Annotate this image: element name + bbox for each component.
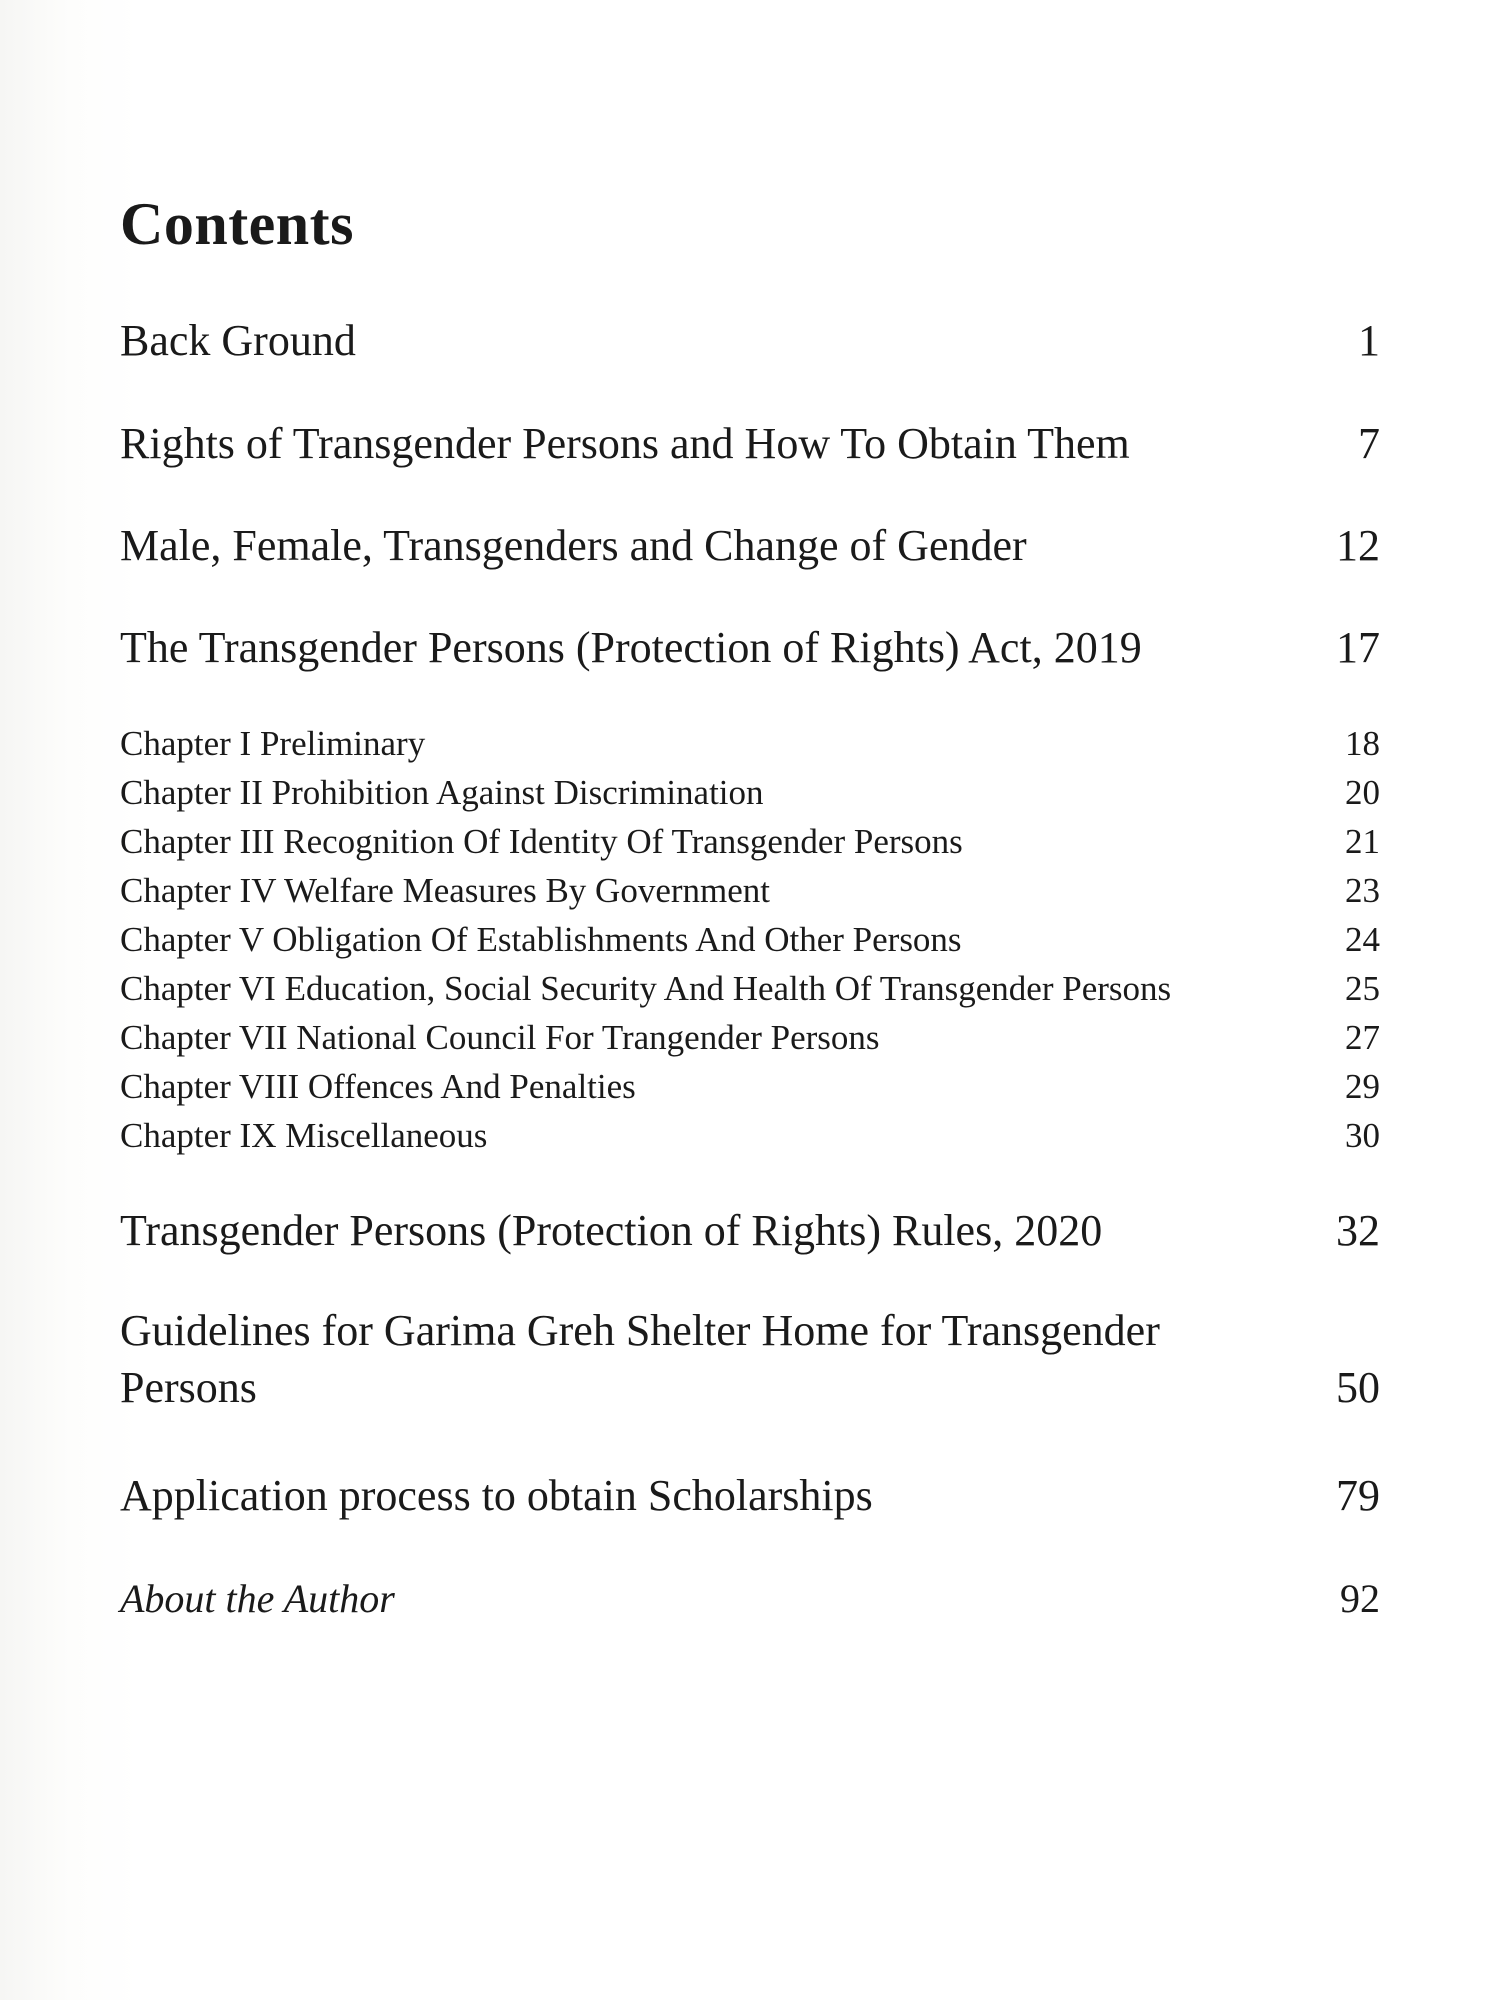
chapter-entry[interactable] [120,1116,1380,1156]
toc-entry-label: Application process to obtain Scholarships [120,1471,873,1520]
chapter-label: Chapter VIII Offences And Penalties [120,1067,636,1106]
toc-entry[interactable] [120,315,1380,366]
toc-entry-label: The Transgender Persons (Protection of Rights) Act, 2019 [120,623,1142,672]
chapter-page: 21 [1345,822,1380,861]
chapter-label: Chapter IV Welfare Measures By Government [120,871,770,910]
toc-entry-label: Male, Female, Transgenders and Change of Gender [120,521,1027,570]
chapter-page: 30 [1345,1116,1380,1155]
chapter-label: Chapter V Obligation Of Establishments And Other Persons [120,920,962,959]
toc-entry-label-line1: Guidelines for Garima Greh Shelter Home for Transgender [120,1306,1160,1355]
toc-entry-page: 79 [1336,1471,1380,1520]
chapter-page: 23 [1345,871,1380,910]
toc-entry-page: 32 [1336,1206,1380,1255]
chapter-entry[interactable] [120,920,1380,960]
toc-entry[interactable] [120,1470,1380,1521]
toc-entry-page: 1 [1358,316,1380,365]
chapter-page: 25 [1345,969,1380,1008]
chapter-label: Chapter III Recognition Of Identity Of Transgender Persons [120,822,963,861]
chapter-label: Chapter VI Education, Social Security And Health Of Transgender Persons [120,969,1172,1008]
toc-entry[interactable] [120,418,1380,469]
chapter-page: 20 [1345,773,1380,812]
chapter-entry[interactable] [120,1018,1380,1058]
toc-entry-label-line2: Persons [120,1363,257,1412]
toc-entry-label: About the Author [120,1576,395,1621]
toc-entry-label: Back Ground [120,316,356,365]
chapter-page: 27 [1345,1018,1380,1057]
chapter-entry[interactable] [120,822,1380,862]
chapter-page: 29 [1345,1067,1380,1106]
chapter-entry[interactable] [120,773,1380,813]
page-title: Contents [120,191,355,257]
toc-entry-page: 7 [1358,419,1380,468]
chapter-entry[interactable] [120,969,1380,1009]
chapter-entry[interactable] [120,724,1380,764]
chapter-entry[interactable] [120,1067,1380,1107]
toc-entry[interactable] [120,622,1380,673]
toc-entry-label: Transgender Persons (Protection of Rights) Rules, 2020 [120,1206,1103,1255]
toc-entry-wrapped[interactable] [120,1305,1380,1413]
toc-entry-page: 92 [1340,1576,1380,1621]
toc-entry[interactable] [120,520,1380,571]
toc-entry-author[interactable] [120,1575,1380,1622]
toc-entry[interactable] [120,1205,1380,1256]
chapter-page: 18 [1345,724,1380,763]
chapter-entry[interactable] [120,871,1380,911]
toc-entry-label: Rights of Transgender Persons and How To Obtain Them [120,419,1130,468]
toc-entry-page: 12 [1336,521,1380,570]
chapter-page: 24 [1345,920,1380,959]
chapter-label: Chapter IX Miscellaneous [120,1116,488,1155]
chapter-label: Chapter VII National Council For Trangender Persons [120,1018,880,1057]
toc-entry-page: 50 [1336,1363,1380,1412]
chapter-label: Chapter I Preliminary [120,724,426,763]
chapter-label: Chapter II Prohibition Against Discrimination [120,773,764,812]
toc-entry-page: 17 [1336,623,1380,672]
